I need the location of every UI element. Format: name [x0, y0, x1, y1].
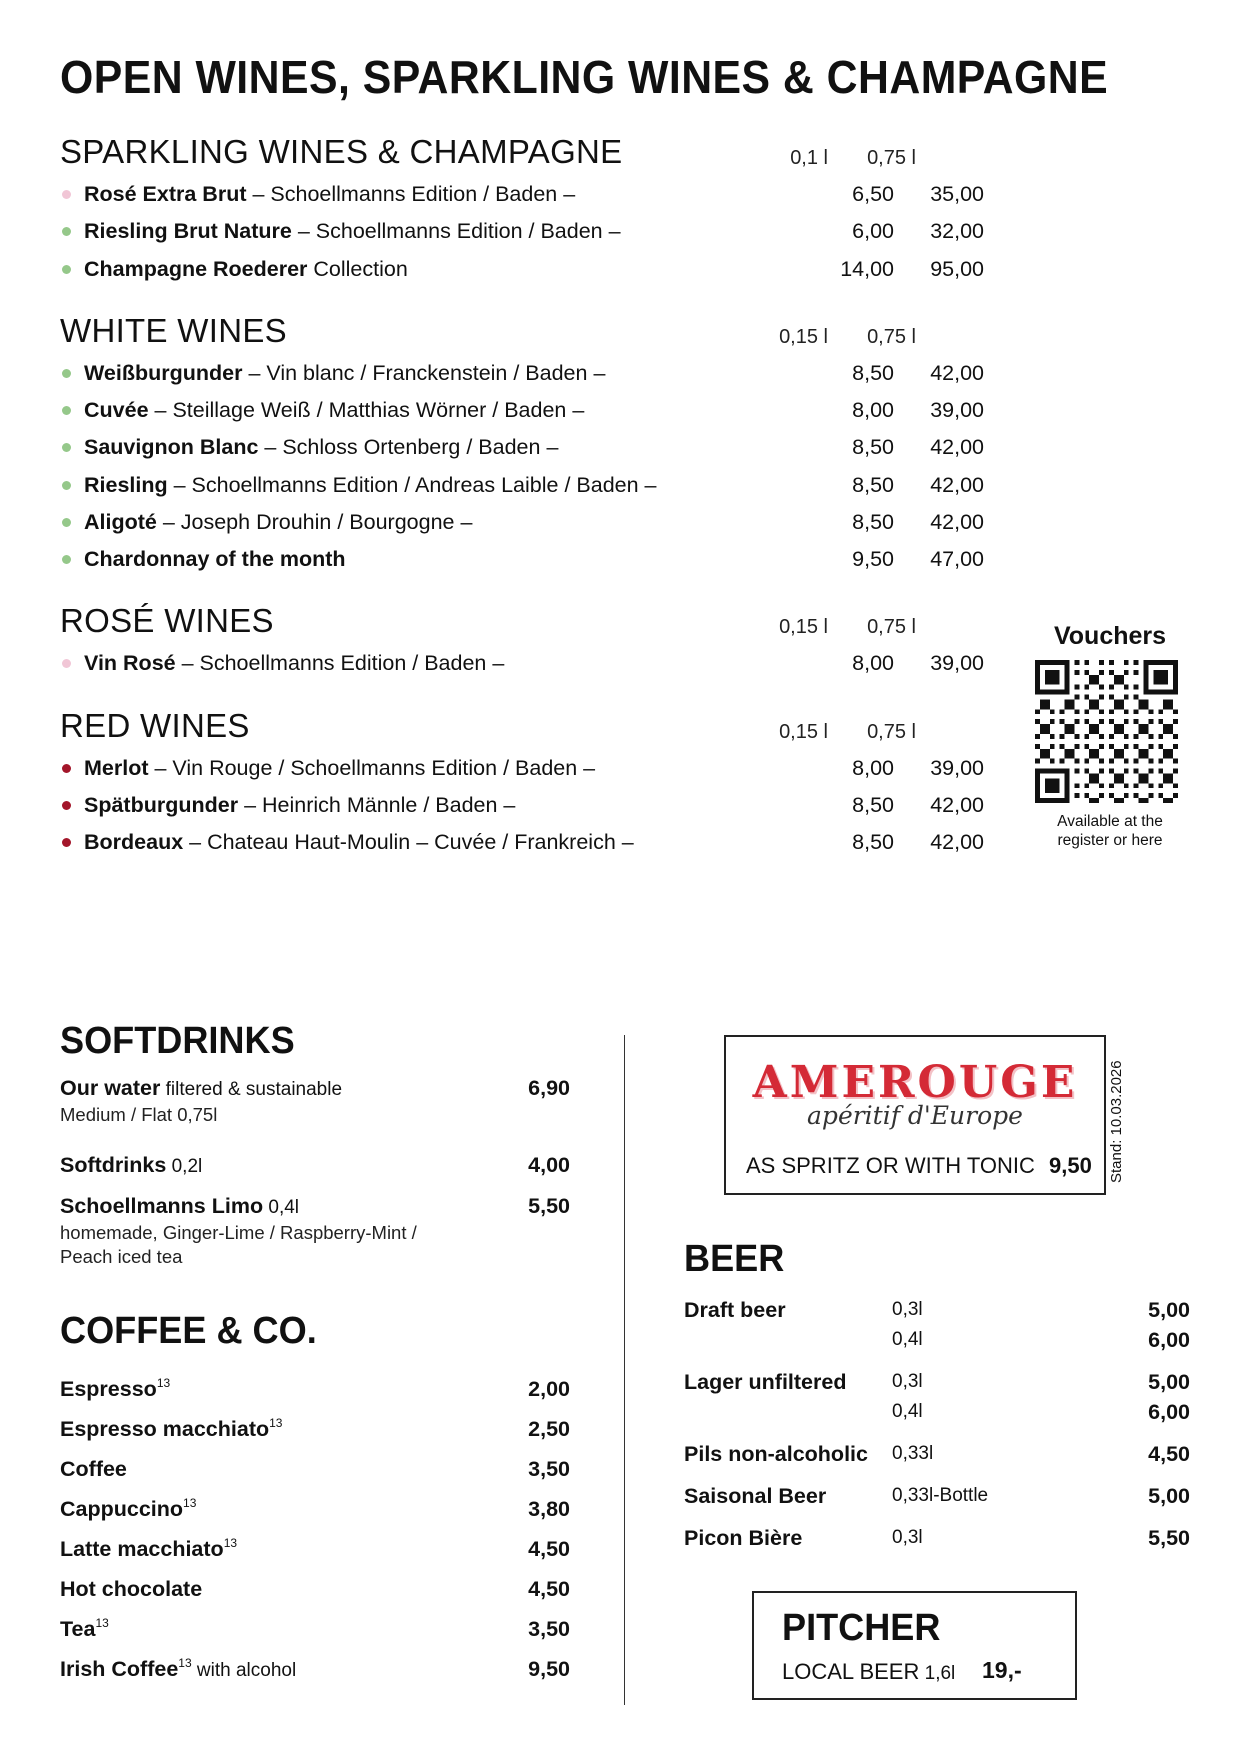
wine-color-dot-icon — [62, 227, 71, 236]
wine-price-bottle: 95,00 — [930, 257, 984, 281]
beer-size: 0,3l — [892, 1371, 923, 1392]
pitcher-price: 19,- — [982, 1657, 1022, 1683]
wine-name: Spätburgunder — [84, 793, 239, 817]
item-price: 4,50 — [528, 1537, 570, 1561]
wine-price-bottle: 42,00 — [930, 435, 984, 459]
coffee-row — [60, 1376, 570, 1404]
beer-size: 0,4l — [892, 1401, 923, 1422]
wine-price-bottle: 42,00 — [930, 793, 984, 817]
section-title-sparkling: SPARKLING WINES & CHAMPAGNE — [60, 133, 623, 170]
beer-name: Pils non-alcoholic — [684, 1442, 868, 1466]
wine-desc: – Schoellmanns Edition / Baden – — [175, 651, 505, 675]
wine-row — [60, 430, 984, 464]
menu-item-softdrinks — [60, 1152, 570, 1180]
item-price: 6,90 — [528, 1076, 570, 1100]
wine-price-glass: 8,00 — [852, 756, 894, 780]
wine-price-glass: 8,50 — [852, 473, 894, 497]
coffee-row — [60, 1536, 570, 1564]
wine-text — [84, 214, 621, 248]
wine-desc: – Vin Rouge / Schoellmanns Edition / Baden – — [148, 756, 596, 780]
page-title: OPEN WINES, SPARKLING WINES & CHAMPAGNE — [60, 51, 1109, 103]
coffee-row — [60, 1496, 570, 1524]
beer-name: Lager unfiltered — [684, 1370, 847, 1394]
wine-row — [60, 825, 984, 859]
wine-price-bottle: 39,00 — [930, 651, 984, 675]
item-name: Irish Coffee — [60, 1657, 179, 1681]
wine-name: Vin Rosé — [84, 651, 176, 675]
wine-row — [60, 646, 984, 680]
volume-header-small: 0,15 l — [779, 326, 828, 348]
volume-header-small: 0,1 l — [790, 147, 828, 169]
wine-name: Rosé Extra Brut — [84, 182, 247, 206]
item-name: Latte macchiato — [60, 1537, 224, 1561]
wine-price-bottle: 32,00 — [930, 219, 984, 243]
pitcher-label: LOCAL BEER — [782, 1659, 920, 1684]
wine-desc: – Schloss Ortenberg / Baden – — [258, 435, 559, 459]
wine-price-bottle: 42,00 — [930, 510, 984, 534]
beer-price: 5,50 — [1148, 1526, 1190, 1550]
voucher-note-line1: Available at the — [1057, 813, 1163, 830]
wine-desc: – Heinrich Männle / Baden – — [238, 793, 516, 817]
wine-row — [60, 356, 984, 390]
item-name: Espresso macchiato — [60, 1417, 270, 1441]
wine-text — [84, 252, 408, 286]
volume-header-bottle: 0,75 l — [867, 616, 916, 638]
wine-color-dot-icon — [62, 801, 71, 810]
beer-price: 4,50 — [1148, 1442, 1190, 1466]
wine-name: Riesling — [84, 473, 168, 497]
beer-price: 5,00 — [1148, 1484, 1190, 1508]
wine-name: Champagne Roederer — [84, 257, 308, 281]
wine-color-dot-icon — [62, 481, 71, 490]
coffee-row — [60, 1576, 570, 1604]
beer-size: 0,33l — [892, 1443, 934, 1464]
wine-text — [84, 430, 558, 464]
coffee-title: COFFEE & CO. — [60, 1310, 317, 1352]
item-name: Cappuccino — [60, 1497, 184, 1521]
wine-row — [60, 214, 984, 248]
item-sub: filtered & sustainable — [160, 1079, 343, 1100]
item-name: Softdrinks — [60, 1153, 167, 1177]
item-desc: Peach iced tea — [60, 1246, 183, 1267]
softdrinks-title: SOFTDRINKS — [60, 1020, 295, 1062]
column-divider — [624, 1035, 625, 1705]
wine-color-dot-icon — [62, 443, 71, 452]
volume-header-bottle: 0,75 l — [867, 721, 916, 743]
voucher-qr-code[interactable] — [1035, 660, 1178, 803]
beer-name: Saisonal Beer — [684, 1484, 827, 1508]
allergen-note: 13 — [183, 1496, 197, 1510]
item-desc: Medium / Flat 0,75l — [60, 1104, 218, 1125]
volume-header-small: 0,15 l — [779, 616, 828, 638]
pitcher-box — [752, 1591, 1077, 1700]
wine-text — [84, 177, 575, 211]
item-name: Schoellmanns Limo — [60, 1194, 264, 1218]
wine-price-glass: 8,50 — [852, 361, 894, 385]
wine-color-dot-icon — [62, 190, 71, 199]
menu-item-limo — [60, 1193, 570, 1269]
wine-name: Chardonnay of the month — [84, 547, 346, 571]
item-name: Espresso — [60, 1377, 157, 1401]
wine-color-dot-icon — [62, 406, 71, 415]
wine-desc: – Chateau Haut-Moulin – Cuvée / Frankreich – — [183, 830, 634, 854]
wine-price-glass: 8,00 — [852, 651, 894, 675]
wine-price-bottle: 42,00 — [930, 361, 984, 385]
beer-size: 0,33l-Bottle — [892, 1485, 989, 1506]
wine-row — [60, 542, 984, 576]
wine-price-glass: 6,50 — [852, 182, 894, 206]
item-price: 3,50 — [528, 1457, 570, 1481]
pitcher-desc — [782, 1659, 955, 1685]
wine-row — [60, 393, 984, 427]
beer-price: 6,00 — [1148, 1400, 1190, 1424]
wine-price-glass: 8,50 — [852, 793, 894, 817]
coffee-row — [60, 1416, 570, 1444]
beer-title: BEER — [684, 1238, 785, 1280]
wine-price-glass: 9,50 — [852, 547, 894, 571]
wine-price-bottle: 47,00 — [930, 547, 984, 571]
item-name: Coffee — [60, 1457, 127, 1481]
item-price: 2,50 — [528, 1417, 570, 1441]
section-title-red: RED WINES — [60, 707, 250, 744]
wine-text — [84, 751, 595, 785]
wine-text — [84, 505, 472, 539]
allergen-note: 13 — [223, 1536, 238, 1550]
wine-row — [60, 788, 984, 822]
wine-row — [60, 505, 984, 539]
allergen-note: 13 — [269, 1416, 283, 1430]
item-desc: homemade, Ginger-Lime / Raspberry-Mint / — [60, 1222, 417, 1243]
wine-price-glass: 8,50 — [852, 435, 894, 459]
voucher-note-line2: register or here — [1057, 832, 1163, 849]
wine-color-dot-icon — [62, 659, 71, 668]
item-sub: 0,2l — [166, 1156, 203, 1177]
amerouge-tagline: apéritif d'Europe — [807, 1101, 1023, 1130]
wine-row — [60, 751, 984, 785]
item-price: 3,50 — [528, 1617, 570, 1641]
item-price: 3,80 — [528, 1497, 570, 1521]
coffee-row — [60, 1456, 570, 1484]
beer-price: 5,00 — [1148, 1298, 1190, 1322]
pitcher-size: 1,6l — [919, 1663, 956, 1684]
allergen-note: 13 — [95, 1616, 109, 1630]
wine-desc: – Schoellmanns Edition / Baden – — [291, 219, 621, 243]
wine-color-dot-icon — [62, 764, 71, 773]
beer-size: 0,3l — [892, 1299, 923, 1320]
wine-text — [84, 825, 634, 859]
wine-desc: – Schoellmanns Edition / Baden – — [246, 182, 576, 206]
wine-text — [84, 542, 346, 576]
wine-price-bottle: 42,00 — [930, 830, 984, 854]
wine-desc: – Steillage Weiß / Matthias Wörner / Baden – — [148, 398, 585, 422]
wine-name: Merlot — [84, 756, 149, 780]
item-name: Our water — [60, 1076, 161, 1100]
item-price: 4,50 — [528, 1577, 570, 1601]
coffee-row — [60, 1656, 570, 1684]
volume-header-bottle: 0,75 l — [867, 147, 916, 169]
item-name: Hot chocolate — [60, 1577, 203, 1601]
item-name: Tea — [60, 1617, 96, 1641]
wine-desc: – Schoellmanns Edition / Andreas Laible / Baden – — [167, 473, 657, 497]
menu-item-water — [60, 1075, 570, 1127]
wine-color-dot-icon — [62, 369, 71, 378]
stand-date: Stand: 10.03.2026 — [1108, 1060, 1125, 1183]
wine-text — [84, 646, 504, 680]
wine-price-glass: 14,00 — [840, 257, 894, 281]
amerouge-price: 9,50 — [1049, 1153, 1092, 1178]
allergen-note: 13 — [156, 1376, 171, 1390]
wine-price-bottle: 39,00 — [930, 398, 984, 422]
amerouge-offer — [746, 1153, 1092, 1179]
wine-color-dot-icon — [62, 518, 71, 527]
wine-name: Bordeaux — [84, 830, 184, 854]
vouchers-title: Vouchers — [1053, 622, 1167, 650]
wine-color-dot-icon — [62, 555, 71, 564]
coffee-row — [60, 1616, 570, 1644]
wine-price-glass: 8,50 — [852, 510, 894, 534]
volume-header-bottle: 0,75 l — [867, 326, 916, 348]
beer-size: 0,3l — [892, 1527, 923, 1548]
item-price: 2,00 — [528, 1377, 570, 1401]
beer-price: 6,00 — [1148, 1328, 1190, 1352]
wine-desc: – Joseph Drouhin / Bourgogne – — [156, 510, 473, 534]
wine-row — [60, 468, 984, 502]
beer-price: 5,00 — [1148, 1370, 1190, 1394]
beer-name: Draft beer — [684, 1298, 786, 1322]
item-price: 4,00 — [528, 1153, 570, 1177]
wine-name: Weißburgunder — [84, 361, 243, 385]
wine-price-bottle: 42,00 — [930, 473, 984, 497]
wine-price-glass: 8,00 — [852, 398, 894, 422]
wine-price-bottle: 35,00 — [930, 182, 984, 206]
wine-text — [84, 788, 515, 822]
wine-name: Cuvée — [84, 398, 149, 422]
amerouge-offer-text: AS SPRITZ OR WITH TONIC — [746, 1153, 1035, 1178]
item-price: 9,50 — [528, 1657, 570, 1681]
wine-price-glass: 6,00 — [852, 219, 894, 243]
amerouge-logo: AMEROUGE — [752, 1057, 1078, 1108]
wine-text — [84, 356, 605, 390]
section-title-white: WHITE WINES — [60, 312, 287, 349]
section-title-rose: ROSÉ WINES — [60, 602, 274, 639]
wine-price-glass: 8,50 — [852, 830, 894, 854]
wine-name: Sauvignon Blanc — [84, 435, 259, 459]
wine-color-dot-icon — [62, 838, 71, 847]
wine-text — [84, 468, 657, 502]
wine-price-bottle: 39,00 — [930, 756, 984, 780]
item-price: 5,50 — [528, 1194, 570, 1218]
wine-row — [60, 252, 984, 286]
beer-size: 0,4l — [892, 1329, 923, 1350]
voucher-note — [1020, 812, 1200, 850]
allergen-note: 13 — [178, 1656, 192, 1670]
wine-name: Aligoté — [84, 510, 157, 534]
beer-name: Picon Bière — [684, 1526, 803, 1550]
wine-color-dot-icon — [62, 265, 71, 274]
item-sub: with alcohol — [191, 1660, 297, 1681]
amerouge-box — [724, 1035, 1106, 1195]
wine-desc: Collection — [307, 257, 408, 281]
wine-desc: – Vin blanc / Franckenstein / Baden – — [242, 361, 606, 385]
wine-name: Riesling Brut Nature — [84, 219, 292, 243]
item-sub: 0,4l — [263, 1197, 300, 1218]
wine-text — [84, 393, 584, 427]
volume-header-small: 0,15 l — [779, 721, 828, 743]
pitcher-title: PITCHER — [782, 1607, 941, 1649]
wine-row — [60, 177, 984, 211]
